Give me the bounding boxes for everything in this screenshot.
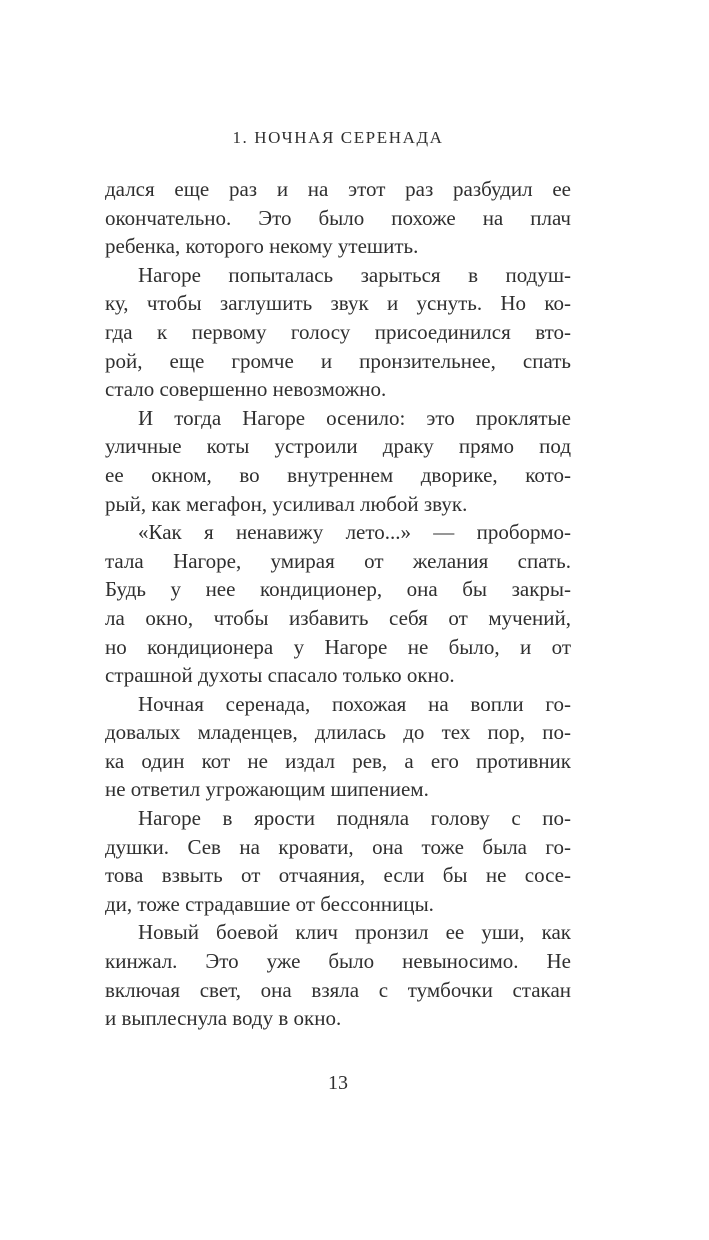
- paragraph: [105, 804, 571, 918]
- text-line: ку, чтобы заглушить звук и уснуть. Но ко-: [105, 291, 571, 316]
- paragraph: [105, 518, 571, 690]
- text-line: кинжал. Это уже было невыносимо. Не: [105, 949, 571, 974]
- text-line: Нагоре в ярости подняла голову с по-: [138, 806, 571, 831]
- text-line: уличные коты устроили драку прямо под: [105, 434, 571, 459]
- page-number: 13: [328, 1072, 348, 1094]
- text-line: окончательно. Это было похоже на плач: [105, 205, 571, 230]
- text-line: дался еще раз и на этот раз разбудил ее: [105, 177, 571, 201]
- text-line: довалых младенцев, длилась до тех пор, по-: [105, 720, 571, 745]
- text-line: рой, еще громче и пронзительнее, спать: [105, 348, 571, 373]
- paragraph: [105, 690, 571, 804]
- running-header: 1. НОЧНАЯ СЕРЕНАДА: [232, 128, 444, 147]
- text-line: и выплеснула воду в окно.: [105, 1006, 342, 1031]
- body-text: [105, 175, 571, 1033]
- text-line: душки. Сев на кровати, она тоже была го-: [105, 834, 571, 859]
- paragraph: [105, 175, 571, 261]
- text-line: страшной духоты спасало только окно.: [105, 663, 455, 688]
- text-line: стало совершенно невозможно.: [105, 377, 387, 402]
- text-line: гда к первому голосу присоединился вто-: [105, 319, 571, 344]
- text-line: ди, тоже страдавшие от бессонницы.: [105, 891, 434, 916]
- text-line: ее окном, во внутреннем дворике, кото-: [105, 462, 571, 487]
- text-line: Новый боевой клич пронзил ее уши, как: [138, 920, 571, 945]
- text-line: Будь у нее кондиционер, она бы закры-: [105, 577, 571, 602]
- text-line: ребенка, которого некому утешить.: [105, 234, 419, 259]
- text-line: но кондиционера у Нагоре не было, и от: [105, 634, 571, 659]
- text-line: «Как я ненавижу лето...» — пробормо-: [138, 520, 571, 545]
- text-line: И тогда Нагоре осенило: это проклятые: [138, 405, 571, 430]
- text-line: ла окно, чтобы избавить себя от мучений,: [105, 605, 571, 630]
- text-line: Ночная серенада, похожая на вопли го-: [138, 691, 571, 716]
- text-line: Нагоре попыталась зарыться в подуш-: [138, 262, 571, 287]
- text-line: рый, как мегафон, усиливал любой звук.: [105, 491, 468, 516]
- paragraph: [105, 261, 571, 404]
- text-line: това взвыть от отчаяния, если бы не сосе-: [105, 863, 571, 888]
- paragraph: [105, 918, 571, 1032]
- text-line: не ответил угрожающим шипением.: [105, 777, 429, 802]
- paragraph: [105, 404, 571, 518]
- text-line: ка один кот не издал рев, а его противник: [105, 748, 571, 773]
- text-line: тала Нагоре, умирая от желания спать.: [105, 548, 571, 573]
- text-column: [105, 128, 571, 1033]
- text-line: включая свет, она взяла с тумбочки стакан: [105, 977, 571, 1002]
